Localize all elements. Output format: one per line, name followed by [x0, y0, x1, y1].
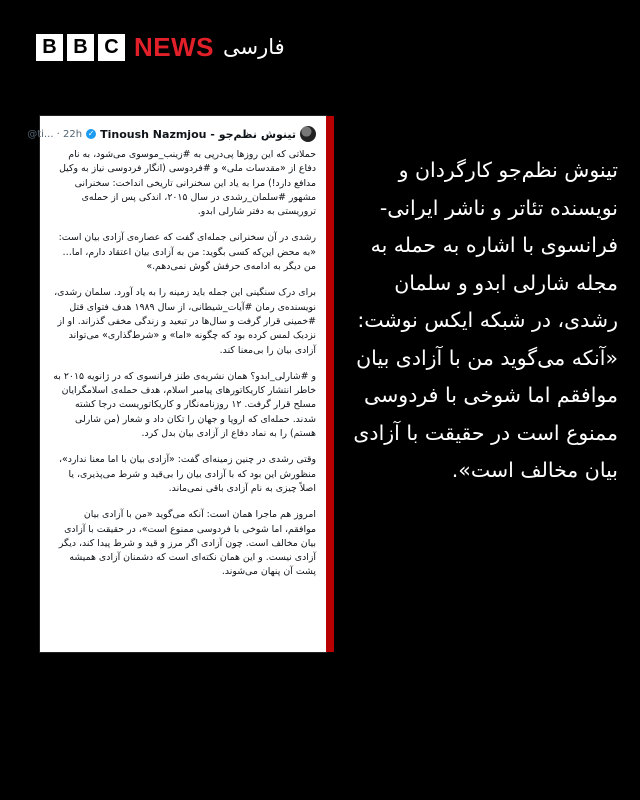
tweet-paragraph: رشدی در آن سخنرانی جمله‌ای گفت که عصاره‌ی آزادی بیان است: «به محض این‌که کسی بگوید: من به آزادی بیان اعتقاد دارم، اما… من دیگر به ادامه‌ی حرفش گوش نمی‌دهم.» — [58, 232, 316, 273]
tweet-paragraph: و #شارلی_ابدو؟ همان نشریه‌ی طنز فرانسوی که در ژانویه ۲۰۱۵ به خاطر انتشار کاریکاتورهای پیامبر اسلام، هدف حمله‌ی اسلامگرایان مسلح قرار گرفت. ۱۲ روزنامه‌نگار و کاریکاتوریست درجا کشته شدند. حمله‌ای که اروپا و جهان را تکان داد و شعار (من شارلی هستم) را به نماد دفاع از آزادی بیان بدل کرد. — [53, 370, 316, 440]
tweet-paragraph: برای درک سنگینی این جمله باید زمینه را به یاد آورد. سلمان رشدی، نویسنده‌ی رمان #آیات_شیطانی، از سال ۱۹۸۹ هدف فتوای قتل #خمینی قرار گرفت و سال‌ها در تبعید و زندگی مخفی گذراند. او از نزدیک لمس کرده بود که چگونه «اما» و «شرط‌گذاری» می‌تواند آزادی بیان را بی‌معنا کند. — [54, 287, 316, 356]
bbc-letter-b2: B — [67, 34, 94, 61]
tweet-author: Tinoush Nazmjou - تینوش نظم‌جو — [100, 127, 296, 141]
language-label: فارسی — [223, 35, 285, 59]
caption-text: تینوش نظم‌جو کارگردان و نویسنده تئاتر و ناشر ایرانی-فرانسوی با اشاره به حمله به مجله شارلی ابدو و سلمان رشدی، در شبکه ایکس نوشت: «آنکه می‌گوید من با آزادی بیان موافقم اما شوخی با فردوسی ممنوع است در حقیقت با آزادی بیان مخالف است». — [353, 158, 618, 482]
bbc-logo-blocks — [36, 34, 125, 61]
avatar — [300, 126, 316, 142]
tweet-header — [27, 116, 326, 148]
card-accent-bar — [326, 116, 334, 652]
news-wordmark: NEWS — [134, 31, 214, 62]
tweet-handle-time: @ti... · 22h — [27, 128, 83, 140]
tweet-body — [40, 148, 326, 580]
tweet-paragraph: حملاتی که این روزها پی‌درپی به #زینب_موسوی می‌شود، به نام دفاع از «مقدسات ملی» و #فردوسی (انگار فردوسی نیاز به وکیل مدافع دارد!) مرا به یاد این سخنرانی تاریخی انداخت: سخنرانی مشهور #سلمان_رشدی در سال ۲۰۱۵، اندکی پس از حمله‌ی تروریستی به دفتر شارلی ابدو. — [59, 149, 316, 218]
bbc-letter-c: C — [98, 34, 125, 61]
verified-badge-icon: ✓ — [87, 129, 95, 138]
tweet-card — [27, 116, 326, 652]
tweet-paragraph: امروز هم ماجرا همان است: آنکه می‌گوید «من با آزادی بیان موافقم، اما شوخی با فردوسی ممنوع است»، در حقیقت با آزادی بیان مخالف است. چون آزادی اگر مرز و قید و شرط پیدا کند، دیگر آزادی نیست. و این همان نکته‌ای است که دشمنان آزادی همیشه پشت آن پنهان می‌شوند. — [58, 509, 316, 578]
bbc-news-persian-logo — [36, 33, 285, 61]
bbc-letter-b1: B — [36, 34, 63, 61]
tweet-paragraph: وقتی رشدی در چنین زمینه‌ای گفت: «آزادی بیان با اما معنا ندارد»، منظورش این بود که با آزادی بیان را بی‌قید و شرط می‌پذیری، یا اصلاً چیزی به نام آزادی باقی نمی‌ماند. — [58, 454, 316, 494]
